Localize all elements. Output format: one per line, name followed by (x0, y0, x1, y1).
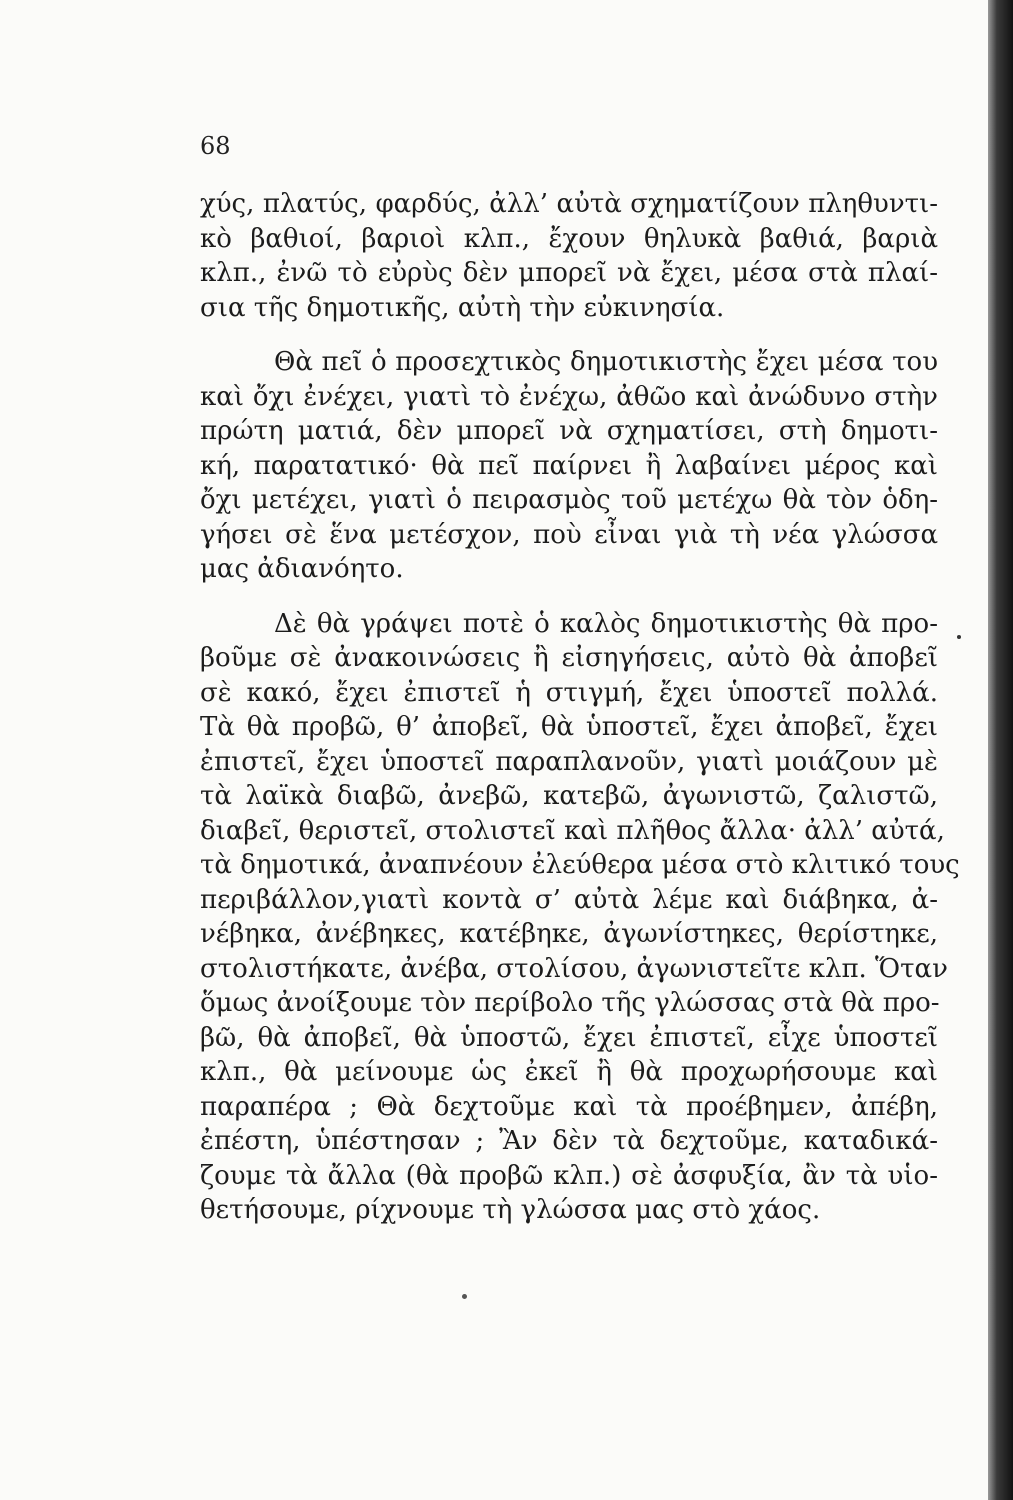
text-line: κὸ βαθιοί, βαριοὶ κλπ., ἔχουν θηλυκὰ βαθιά, βαριὰ (200, 223, 938, 254)
text-line: Τὰ θὰ προβῶ, θ’ ἀποβεῖ, θὰ ὑποστεῖ, ἔχει ἀποβεῖ, ἔχει (200, 712, 938, 742)
body-text (200, 187, 960, 1228)
text-line: τὰ δημοτικά, ἀναπνέουν ἐλεύθερα μέσα στὸ κλιτικό τους (200, 850, 960, 880)
text-line: χύς, πλατύς, φαρδύς, ἀλλ’ αὐτὰ σχηματίζουν πληθυντι- (200, 189, 938, 219)
text-line: ὄχι μετέχει, γιατὶ ὁ πειρασμὸς τοῦ μετέχω θὰ τὸν ὁδη- (200, 485, 938, 515)
text-line: βοῦμε σὲ ἀνακοινώσεις ἢ εἰσηγήσεις, αὐτὸ θὰ ἀποβεῖ (200, 643, 938, 673)
text-line: κή, παρατατικό· θὰ πεῖ παίρνει ἢ λαβαίνει μέρος καὶ (200, 450, 938, 481)
text-line: ζουμε τὰ ἄλλα (θὰ προβῶ κλπ.) σὲ ἀσφυξία, ἂν τὰ υἱο- (200, 1160, 938, 1191)
text-line: μας ἀδιανόητο. (200, 554, 404, 584)
text-line: τὰ λαϊκὰ διαβῶ, ἀνεβῶ, κατεβῶ, ἀγωνιστῶ, ζαλιστῶ, (200, 781, 938, 811)
text-line: πρώτη ματιά, δὲν μπορεῖ νὰ σχηματίσει, στὴ δημοτι- (200, 416, 938, 446)
paragraph-2 (200, 345, 938, 587)
text-line: παραπέρα ; Θὰ δεχτοῦμε καὶ τὰ προέβημεν, ἀπέβη, (200, 1091, 938, 1122)
text-line: θετήσουμε, ρίχνουμε τὴ γλώσσα μας στὸ χάος. (200, 1195, 821, 1225)
text-line: κλπ., θὰ μείνουμε ὡς ἐκεῖ ἢ θὰ προχωρήσουμε καὶ (200, 1057, 938, 1087)
text-line: Δὲ θὰ γράψει ποτὲ ὁ καλὸς δημοτικιστὴς θὰ προ- (274, 608, 938, 639)
text-line: κλπ., ἐνῶ τὸ εὐρὺς δὲν μπορεῖ νὰ ἔχει, μέσα στὰ πλαί- (200, 258, 938, 288)
text-line: γήσει σὲ ἕνα μετέσχον, ποὺ εἶναι γιὰ τὴ νέα γλώσσα (200, 519, 938, 550)
text-line: ὅμως ἀνοίξουμε τὸν περίβολο τῆς γλώσσας στὰ θὰ προ- (200, 988, 940, 1018)
text-line: σια τῆς δημοτικῆς, αὐτὴ τὴν εὐκινησία. (200, 292, 725, 323)
text-line: Θὰ πεῖ ὁ προσεχτικὸς δημοτικιστὴς ἔχει μέσα του (274, 347, 938, 377)
page-number: 68 (200, 132, 231, 160)
text-line: βῶ, θὰ ἀποβεῖ, θὰ ὑποστῶ, ἔχει ἐπιστεῖ, εἶχε ὑποστεῖ (200, 1022, 938, 1053)
text-line: περιβάλλον,γιατὶ κοντὰ σ’ αὐτὰ λέμε καὶ διάβηκα, ἀ- (200, 884, 938, 915)
stray-dot-mark (462, 1294, 467, 1299)
text-line: καὶ ὄχι ἐνέχει, γιατὶ τὸ ἐνέχω, ἀθῶο καὶ ἀνώδυνο στὴν (200, 381, 938, 412)
page-edge-shadow (988, 0, 1013, 1500)
text-line: νέβηκα, ἀνέβηκες, κατέβηκε, ἀγωνίστηκες, θερίστηκε, (200, 919, 938, 949)
text-line: στολιστήκατε, ἀνέβα, στολίσου, ἀγωνιστεῖτε κλπ. Ὅταν (200, 953, 948, 984)
text-line: ἐπιστεῖ, ἔχει ὑποστεῖ παραπλανοῦν, γιατὶ μοιάζουν μὲ (200, 746, 938, 777)
paragraph-1 (200, 187, 938, 325)
paragraph-3 (200, 607, 960, 1228)
stray-ink-mark (957, 635, 961, 639)
text-line: διαβεῖ, θεριστεῖ, στολιστεῖ καὶ πλῆθος ἄλλα· ἀλλ’ αὐτά, (200, 815, 945, 846)
text-line: ἐπέστη, ὑπέστησαν ; Ἂν δὲν τὰ δεχτοῦμε, καταδικά- (200, 1126, 938, 1156)
text-line: σὲ κακό, ἔχει ἐπιστεῖ ἡ στιγμή, ἔχει ὑποστεῖ πολλά. (200, 677, 938, 708)
